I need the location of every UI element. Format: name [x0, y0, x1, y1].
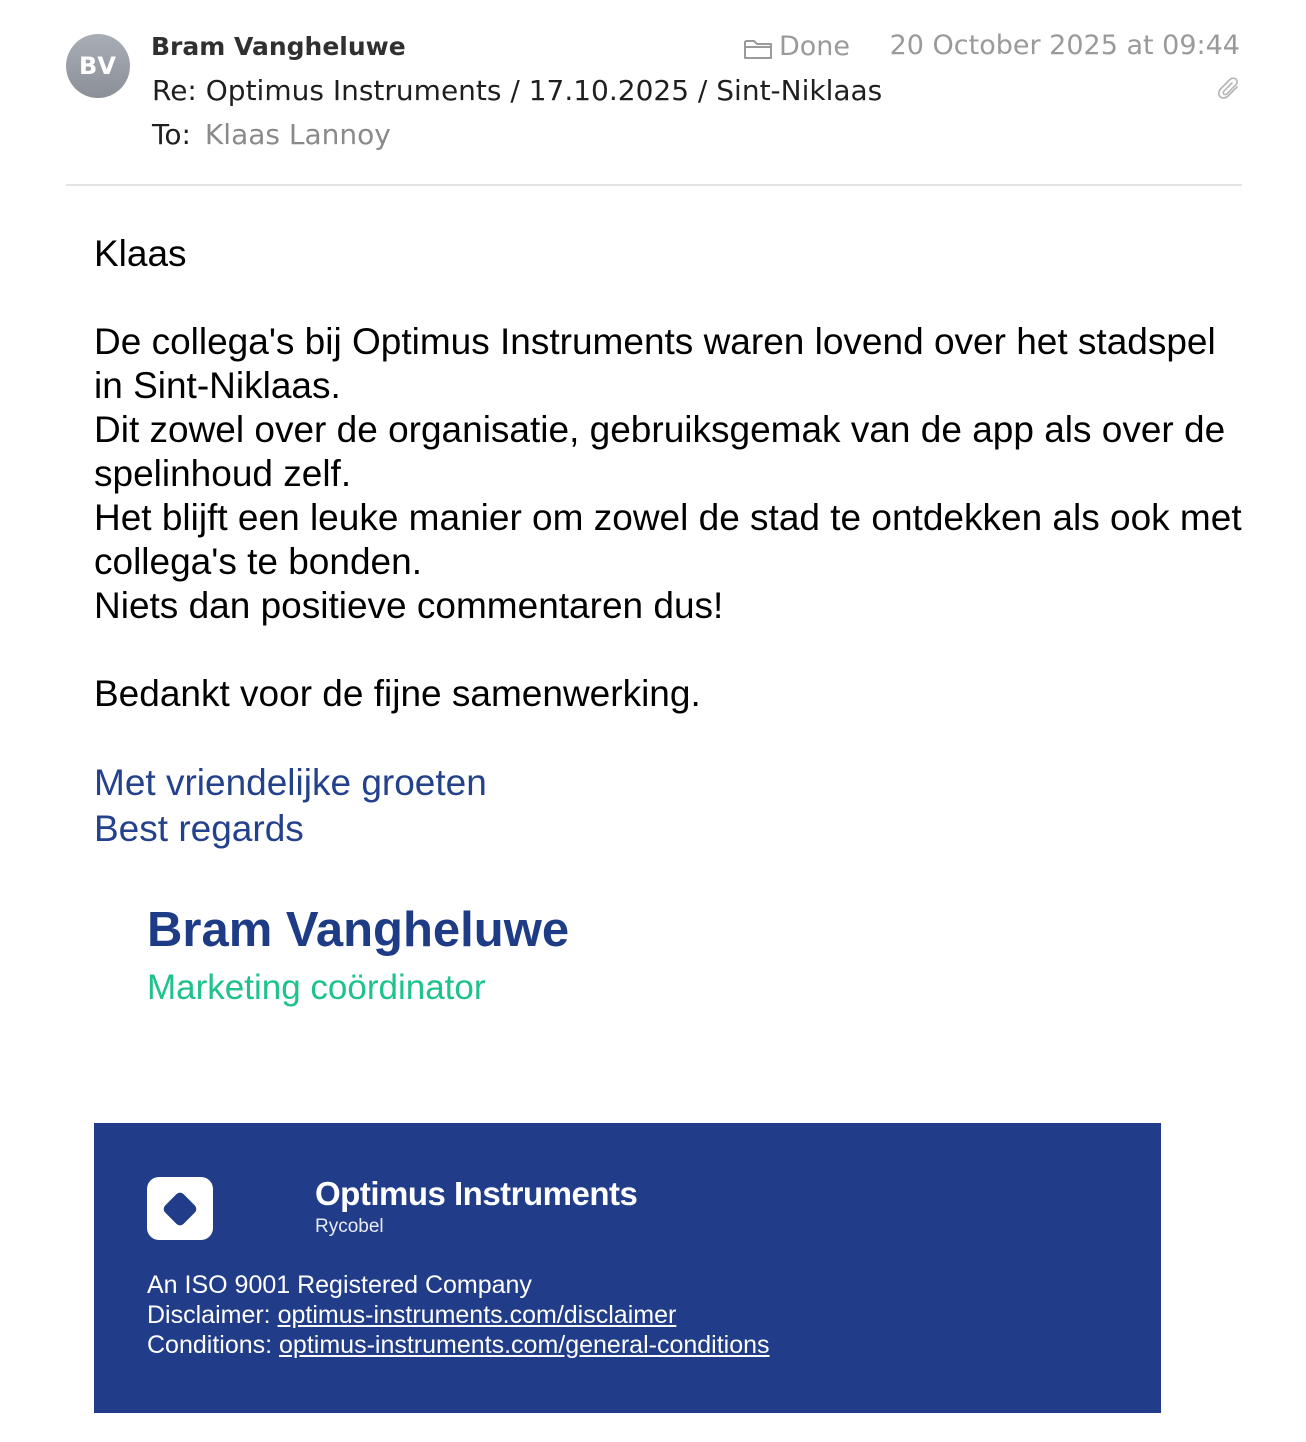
recipient-name[interactable]: Klaas Lannoy — [204, 118, 391, 151]
optimus-logo-icon — [147, 1177, 213, 1240]
folder-icon — [743, 37, 773, 61]
signature-name: Bram Vangheluwe — [147, 903, 570, 957]
to-label: To: — [152, 118, 191, 151]
mailbox-label: Done — [779, 31, 851, 62]
recipient-row — [152, 118, 391, 151]
conditions-label: Conditions: — [147, 1331, 280, 1359]
paperclip-icon[interactable] — [1216, 76, 1242, 102]
conditions-link[interactable]: optimus-instruments.com/general-conditions — [279, 1331, 770, 1359]
disclaimer-label: Disclaimer: — [147, 1301, 278, 1329]
sender-name[interactable]: Bram Vangheluwe — [151, 32, 406, 61]
signature-role: Marketing coördinator — [147, 968, 486, 1007]
disclaimer-link[interactable]: optimus-instruments.com/disclaimer — [277, 1301, 677, 1329]
avatar: BV — [66, 34, 130, 98]
email-subject: Re: Optimus Instruments / 17.10.2025 / Sint-Niklaas — [152, 74, 883, 107]
iso-line: An ISO 9001 Registered Company — [147, 1271, 532, 1299]
closing-dutch: Met vriendelijke groeten — [94, 762, 487, 803]
body-line: Niets dan positieve commentaren dus! — [94, 585, 724, 626]
brand-name: Optimus Instruments — [315, 1175, 638, 1212]
closing — [94, 760, 487, 852]
closing-english: Best regards — [94, 808, 304, 849]
email-body — [94, 232, 1254, 716]
banner-info — [147, 1270, 770, 1360]
company-banner — [94, 1123, 1161, 1413]
disclaimer-line — [147, 1300, 770, 1330]
brand-subtitle: Rycobel — [315, 1216, 384, 1237]
body-line: Dit zowel over de organisatie, gebruiksgemak van de app als over de spelinhoud zelf. — [94, 409, 1226, 494]
thanks-line: Bedankt voor de fijne samenwerking. — [94, 673, 701, 714]
conditions-line — [147, 1330, 770, 1360]
mailbox-indicator[interactable] — [743, 31, 850, 62]
body-line: Het blijft een leuke manier om zowel de stad te ontdekken als ook met collega's te bonden. — [94, 497, 1242, 582]
body-line: De collega's bij Optimus Instruments waren lovend over het stadspel in Sint-Niklaas. — [94, 321, 1216, 406]
greeting: Klaas — [94, 233, 187, 274]
header-divider — [66, 184, 1242, 186]
email-date: 20 October 2025 at 09:44 — [889, 30, 1240, 61]
